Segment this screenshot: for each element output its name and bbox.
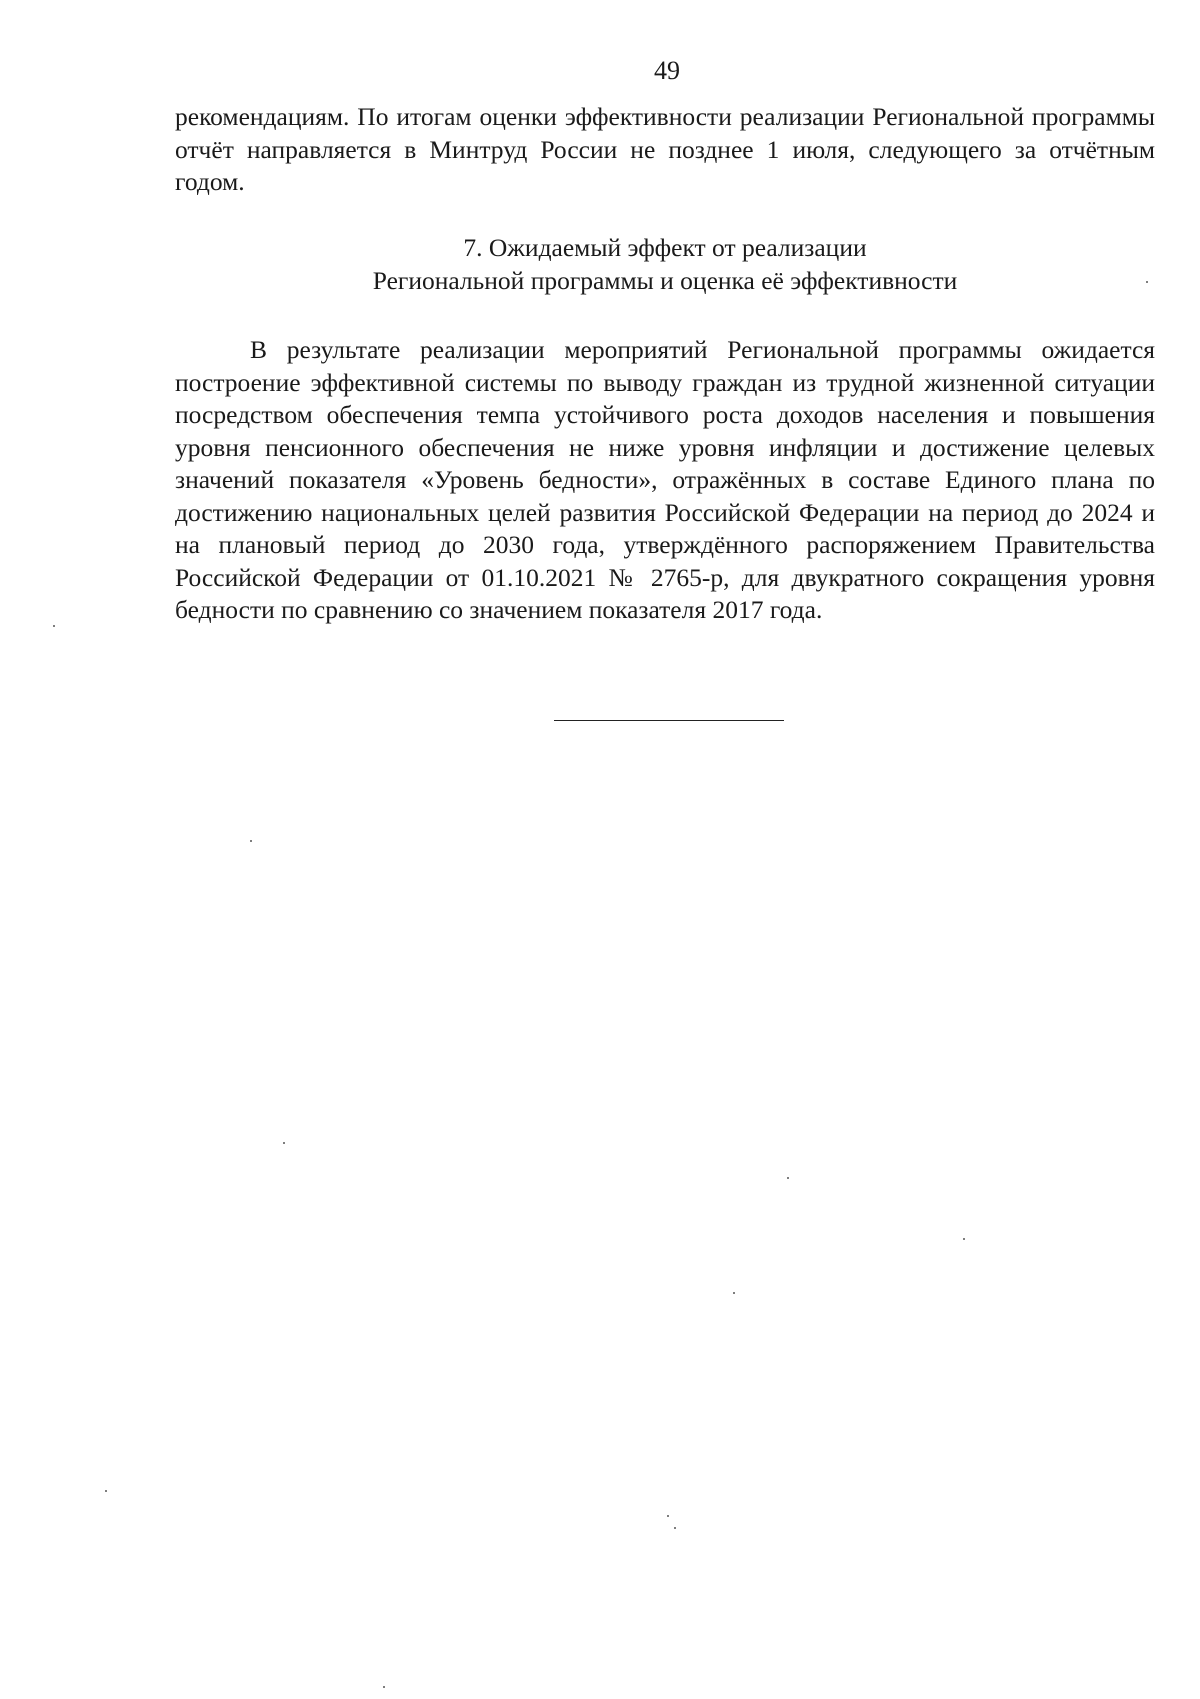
scan-speck	[787, 1177, 789, 1179]
scan-speck	[1146, 281, 1148, 283]
section-heading-line-1: 7. Ожидаемый эффект от реализации	[463, 233, 867, 262]
scan-speck	[105, 1490, 107, 1492]
scan-speck	[674, 1527, 676, 1529]
section-heading	[175, 232, 1155, 297]
scan-speck	[383, 1686, 385, 1688]
intro-paragraph: рекомендациям. По итогам оценки эффективности реализации Региональной программы отчёт направляется в Минтруд России не позднее 1 июля, следующего за отчётным годом.	[175, 102, 1155, 196]
scan-speck	[53, 625, 55, 627]
page-number: 49	[654, 56, 680, 85]
scan-speck	[283, 1142, 285, 1144]
end-separator-line	[554, 720, 784, 721]
scan-speck	[963, 1238, 965, 1240]
body-paragraph: В результате реализации мероприятий Региональной программы ожидается построение эффективной системы по выводу граждан из трудной жизненной ситуации посредством обеспечения темпа устойчивого роста доходов населения и повышения уровня пенсионного обеспечения не ниже уровня инфляции и достижение целевых значений показателя «Уровень бедности», отражённых в составе Единого плана по достижению национальных целей развития Российской Федерации на период до 2024 и на плановый период до 2030 года, утверждённого распоряжением Правительства Российской Федерации от 01.10.2021 № 2765-р, для двукратного сокращения уровня бедности по сравнению со значением показателя 2017 года.	[175, 335, 1155, 624]
section-heading-line-2: Региональной программы и оценка её эффективности	[372, 265, 958, 295]
scan-speck	[250, 840, 252, 842]
scan-speck	[667, 1515, 669, 1517]
scan-speck	[733, 1292, 735, 1294]
